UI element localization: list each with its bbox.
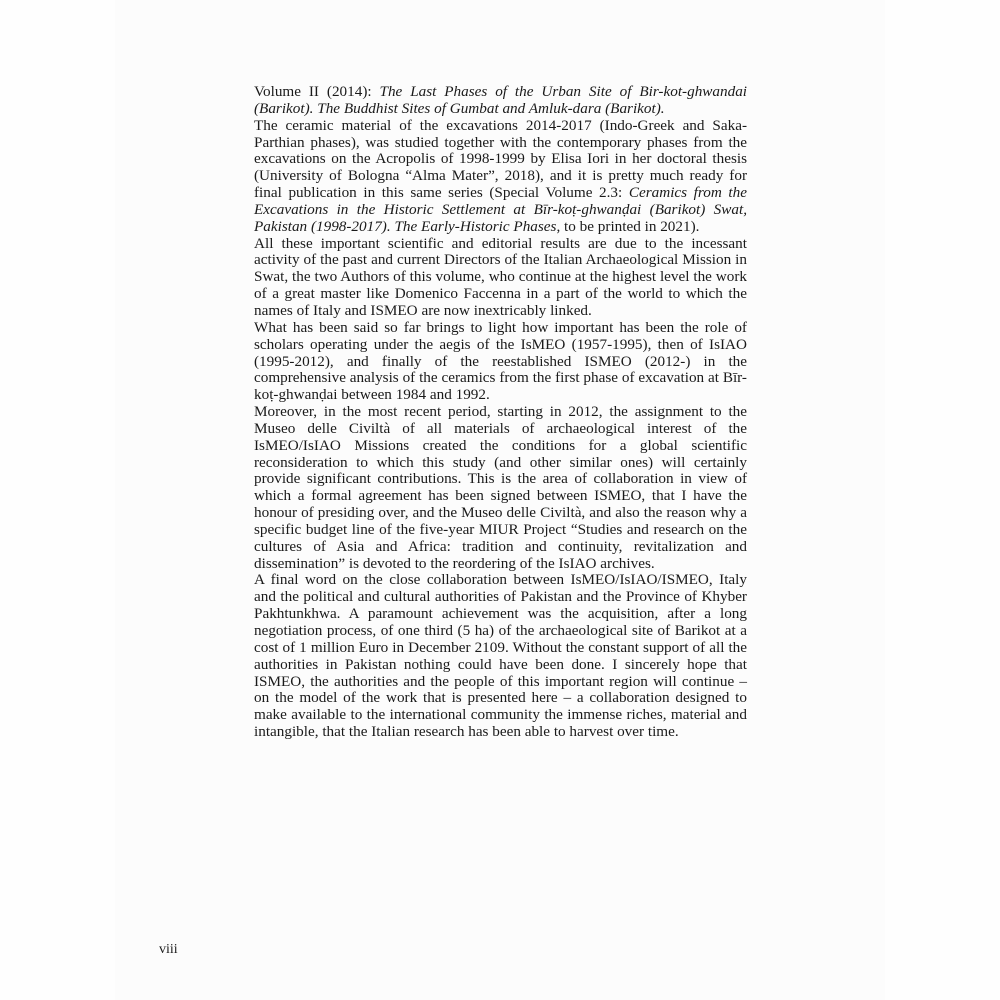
document-page <box>115 0 885 1000</box>
paragraph-final-word: A final word on the close collaboration between IsMEO/IsIAO/ISMEO, Italy and the political and cultural authorities of Pakistan and the Province of Khyber Pakhtunkhwa. A paramount achievement was the acquisition, after a long negotiation process, of one third (5 ha) of the archaeological site of Barikot at a cost of 1 million Euro in December 2109. Without the constant support of all the authorities in Pakistan nothing could have been done. I sincerely hope that ISMEO, the authorities and the people of this important region will continue – on the model of the work that is presented here – a collaboration designed to make available to the international community the immense riches, material and intangible, that the Italian research has been able to harvest over time. <box>254 571 747 741</box>
paragraph-volume-ii: Volume II (2014): The Last Phases of the Urban Site of Bir-kot-ghwandai (Barikot). The Buddhist Sites of Gumbat and Amluk-dara (Barikot). <box>254 83 748 117</box>
paragraph-museo-delle-civilta: Moreover, in the most recent period, starting in 2012, the assignment to the Museo delle Civiltà of all materials of archaeological interest of the IsMEO/IsIAO Missions created the conditions for a global scientific reconsideration to which this study (and other similar ones) will certainly provide significant contributions. This is the area of collaboration in view of which a formal agreement has been signed between ISMEO, that I have the honour of presiding over, and the Museo delle Civiltà, and also the reason why a specific budget line of the five-year MIUR Project “Studies and research on the cultures of Asia and Africa: tradition and continuity, revitalization and dissemination” is devoted to the reordering of the IsIAO archives. <box>254 403 747 572</box>
paragraph-results: All these important scientific and editorial results are due to the incessant activity of the past and current Directors of the Italian Archaeological Mission in Swat, the two Authors of this volume, who continue at the highest level the work of a great master like Domenico Faccenna in a part of the world to which the names of Italy and ISMEO are now inextricably linked. <box>254 234 747 319</box>
paragraph-ceramic-material: The ceramic material of the excavations 2014-2017 (Indo-Greek and Saka-Parthian phases), was studied together with the contemporary phases from the excavations on the Acropolis of 1998-1999 by Elisa Iori in her doctoral thesis (University of Bologna “Alma Mater”, 2018), and it is pretty much ready for final publication in this same series (Special Volume 2.3: Ceramics from the Excavations in the Historic Settlement at Bīr-koṭ-ghwanḍai (Barikot) Swat, Pakistan (1998-2017). The Early-Historic Phases, to be printed in 2021). <box>254 116 747 235</box>
body-text <box>254 84 747 741</box>
page-number: viii <box>159 942 178 957</box>
paragraph-role-of-scholars: What has been said so far brings to light how important has been the role of scholars operating under the aegis of the IsMEO (1957-1995), then of IsIAO (1995-2012), and finally of the reestablished ISMEO (2012-) in the comprehensive analysis of the ceramics from the first phase of excavation at Bīr-koṭ-ghwanḍai between 1984 and 1992. <box>254 318 747 404</box>
